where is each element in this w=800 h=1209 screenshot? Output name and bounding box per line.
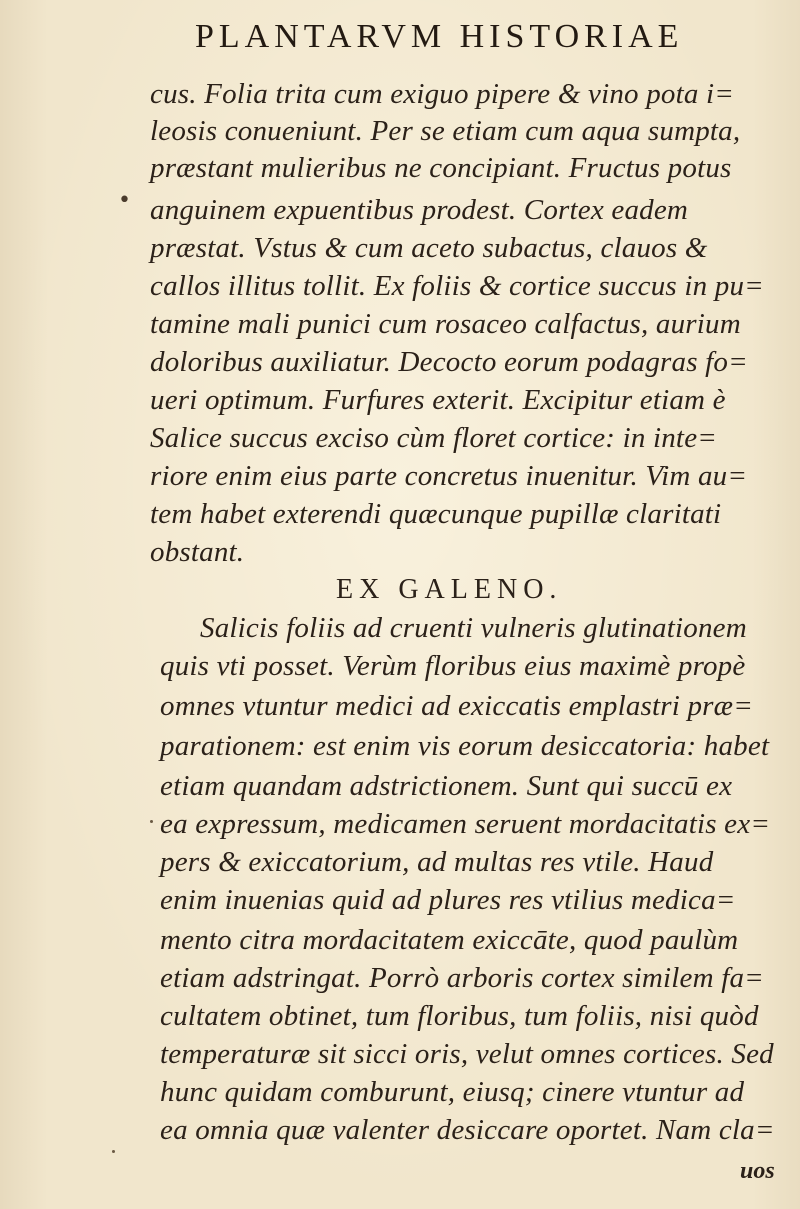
text-line: leosis conueniunt. Per se etiam cum aqua sumpta, [150,115,741,147]
text-line: mento citra mordacitatem exiccāte, quod paulùm [160,924,739,956]
text-line: parationem: est enim vis eorum desiccatoria: habet [160,730,770,762]
text-line: doloribus auxiliatur. Decocto eorum podagras fo= [150,346,748,378]
text-line: etiam quandam adstrictionem. Sunt qui succū ex [160,770,733,802]
text-line: Salice succus exciso cùm floret cortice: in inte= [150,422,718,454]
catchword: uos [740,1158,775,1184]
text-line: præstant mulieribus ne concipiant. Fructus potus [150,152,732,184]
text-line: cultatem obtinet, tum floribus, tum foliis, nisi quòd [160,1000,759,1032]
text-line: tem habet exterendi quæcunque pupillæ claritati [150,498,722,530]
text-line: Salicis foliis ad cruenti vulneris glutinationem [200,612,747,644]
text-line: anguinem expuentibus prodest. Cortex eadem [150,194,689,226]
margin-mark: • [118,188,131,213]
text-line: cus. Folia trita cum exiguo pipere & vino pota i= [150,78,735,110]
text-line: enim inuenias quid ad plures res vtilius medica= [160,884,736,916]
ink-speck [150,820,153,823]
text-line: præstat. Vstus & cum aceto subactus, clauos & [150,232,708,264]
text-line: ea omnia quæ valenter desiccare oportet. Nam cla= [160,1114,775,1146]
text-line: obstant. [150,536,245,568]
text-line: temperaturæ sit sicci oris, velut omnes cortices. Sed [160,1038,774,1070]
text-line: tamine mali punici cum rosaceo calfactus, aurium [150,308,741,340]
text-line: ea expressum, medicamen seruent mordacitatis ex= [160,808,771,840]
text-line: callos illitus tollit. Ex foliis & cortice succus in pu= [150,270,764,302]
running-head: PLANTARVM HISTORIAE [195,18,684,55]
text-line: quis vti posset. Verùm floribus eius maximè propè [160,650,746,682]
text-line: omnes vtuntur medici ad exiccatis emplastri præ= [160,690,753,722]
text-line: hunc quidam comburunt, eiusq; cinere vtuntur ad [160,1076,745,1108]
ink-speck [112,1150,115,1153]
text-line: riore enim eius parte concretus inuenitur. Vim au= [150,460,748,492]
text-line: ueri optimum. Furfures exterit. Excipitur etiam è [150,384,726,416]
text-line: pers & exiccatorium, ad multas res vtile. Haud [160,846,714,878]
text-line: etiam adstringat. Porrò arboris cortex similem fa= [160,962,764,994]
section-heading: EX GALENO. [336,574,563,605]
